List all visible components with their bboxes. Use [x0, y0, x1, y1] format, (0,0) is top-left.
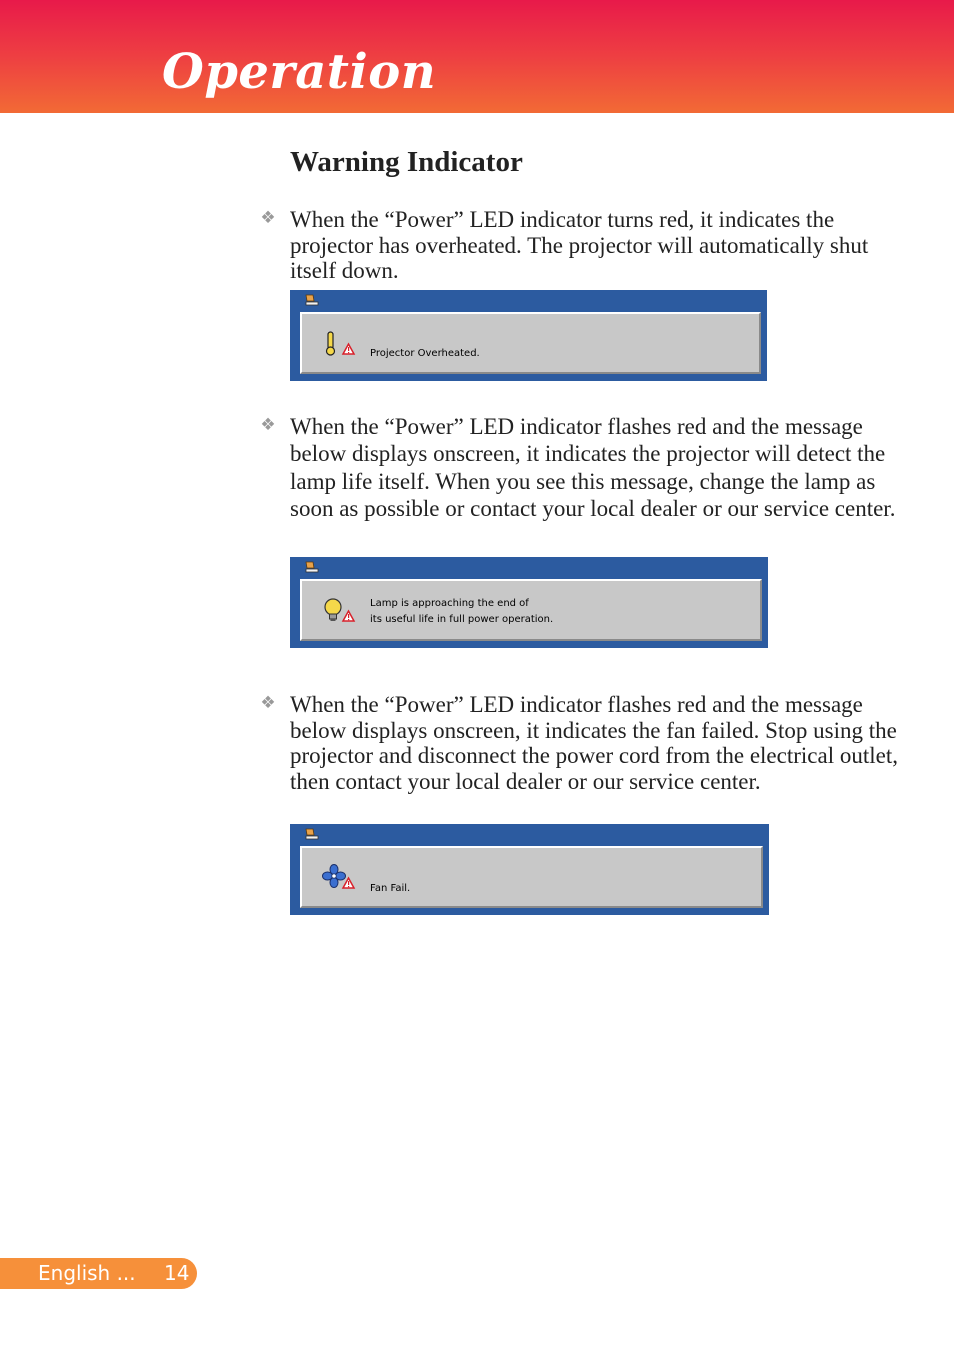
osd-message-line: its useful life in full power operation. [370, 614, 554, 625]
osd-message [370, 346, 480, 362]
osd-message-panel [300, 846, 763, 908]
page-title: Operation [162, 44, 437, 100]
osd-message-line: Projector Overheated. [370, 348, 480, 359]
thermometer-warning-icon [322, 330, 356, 358]
bullet-icon: ❖ [260, 415, 276, 435]
osd-message-line: Fan Fail. [370, 883, 411, 894]
bullet-icon: ❖ [260, 208, 276, 228]
osd-lamp-dialog [290, 557, 768, 648]
footer-language: English ... [38, 1261, 136, 1285]
lamp-warning-icon [322, 597, 356, 625]
osd-message-panel [300, 312, 761, 374]
paragraph-fan: When the “Power” LED indicator flashes red and the message below displays onscreen, it indicates the fan failed. Stop using the projector and disconnect the power cord from the electrical outlet, then contact your local dealer or our service center. [290, 692, 898, 794]
page-number: 14 [164, 1261, 190, 1285]
page-footer [0, 1258, 197, 1289]
projector-icon [304, 293, 320, 307]
paragraph-overheat: When the “Power” LED indicator turns red, it indicates the projector has overheated. The projector will automatically shut itself down. [290, 207, 869, 283]
osd-fan-dialog [290, 824, 769, 915]
page-header [0, 0, 954, 113]
bullet-icon: ❖ [260, 693, 276, 713]
fan-warning-icon [322, 864, 356, 892]
paragraph-lamp: When the “Power” LED indicator flashes red and the message below displays onscreen, it indicates the projector will detect the lamp life itself. When you see this message, change the lamp as soon as possible or contact your local dealer or our service center. [290, 414, 896, 521]
osd-message-panel [300, 579, 762, 641]
osd-message [370, 881, 410, 897]
projector-icon [304, 827, 320, 841]
osd-message-line: Lamp is approaching the end of [370, 598, 529, 609]
section-title: Warning Indicator [290, 146, 523, 178]
osd-message [370, 596, 553, 628]
projector-icon [304, 560, 320, 574]
osd-overheat-dialog [290, 290, 767, 381]
